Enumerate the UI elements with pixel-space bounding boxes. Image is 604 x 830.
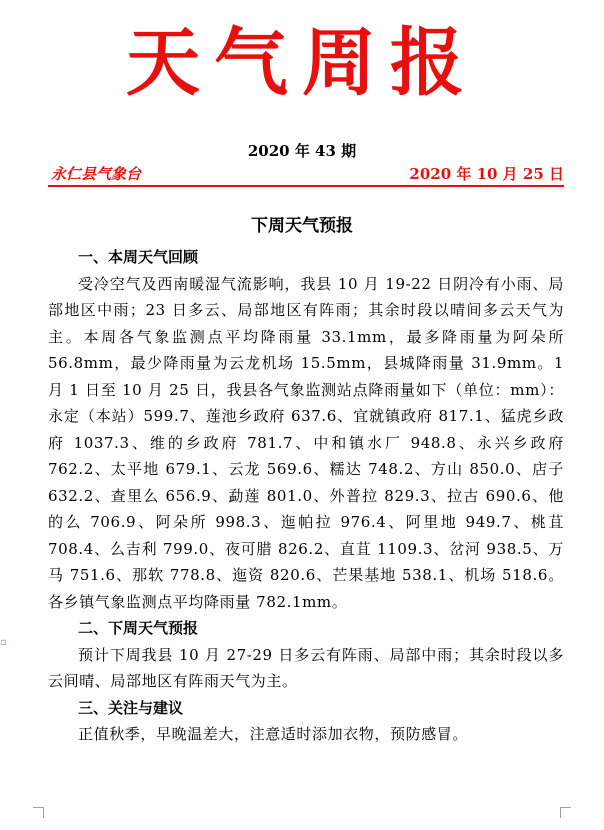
page-corner-mark-left bbox=[33, 807, 44, 818]
page-corner-mark-right bbox=[560, 807, 571, 818]
document-title: 下周天气预报 bbox=[251, 216, 353, 236]
document-content bbox=[48, 244, 564, 748]
section-heading-advice: 三、关注与建议 bbox=[78, 698, 184, 717]
section-heading-review: 一、本周天气回顾 bbox=[78, 248, 199, 266]
section-body-review: 受冷空气及西南暖湿气流影响，我县 10 月 19-22 日阴冷有小雨、局部地区中雨；23 日多云、局部地区有阵雨；其余时段以晴间多云天气为主。本周各气象监测点平均降雨量 33.1mm，最多降雨量为阿朵所 56.8mm，最少降雨量为云龙机场 15.5mm，县城降雨量 31.9mm。1 月 1 日至 10 月 25 日，我县各气象监测站点降雨量如下（单位：mm）：永定（本站）599.7、莲池乡政府 637.6、宜就镇政府 817.1、猛虎乡政府 1037.3、维的乡政府 781.7、中和镇水厂 948.8、永兴乡政府 762.2、太平地 679.1、云龙 569.6、糯达 748.2、方山 850.0、店子 632.2、查里么 656.9、勐莲 801.0、外普拉 829.3、拉古 690.6、他的么 706.9、阿朵所 998.3、迤帕拉 976.4、阿里地 949.7、桃苴 708.4、么吉利 799.0、夜可腊 826.2、直苴 1109.3、岔河 938.5、万马 751.6、那软 778.8、迤资 820.6、芒果基地 538.1、机场 518.6。各乡镇气象监测点平均降雨量 782.1mm。 bbox=[48, 274, 564, 611]
station-name: 永仁县气象台 bbox=[51, 165, 142, 183]
issue-number: 2020 年 43 期 bbox=[247, 142, 357, 160]
masthead-title: 天气周报 bbox=[126, 20, 478, 106]
publish-date: 2020 年 10 月 25 日 bbox=[409, 165, 564, 183]
section-heading-forecast: 二、下周天气预报 bbox=[78, 619, 199, 637]
section-body-forecast: 预计下周我县 10 月 27-29 日多云有阵雨、局部中雨；其余时段以多云间晴、局部地区有阵雨天气为主。 bbox=[48, 645, 564, 690]
header-rule bbox=[48, 185, 564, 187]
section-body-advice: 正值秋季，早晚温差大，注意适时添加衣物，预防感冒。 bbox=[78, 725, 469, 743]
sidebar-anchor-icon[interactable]: ▫ bbox=[0, 637, 7, 648]
